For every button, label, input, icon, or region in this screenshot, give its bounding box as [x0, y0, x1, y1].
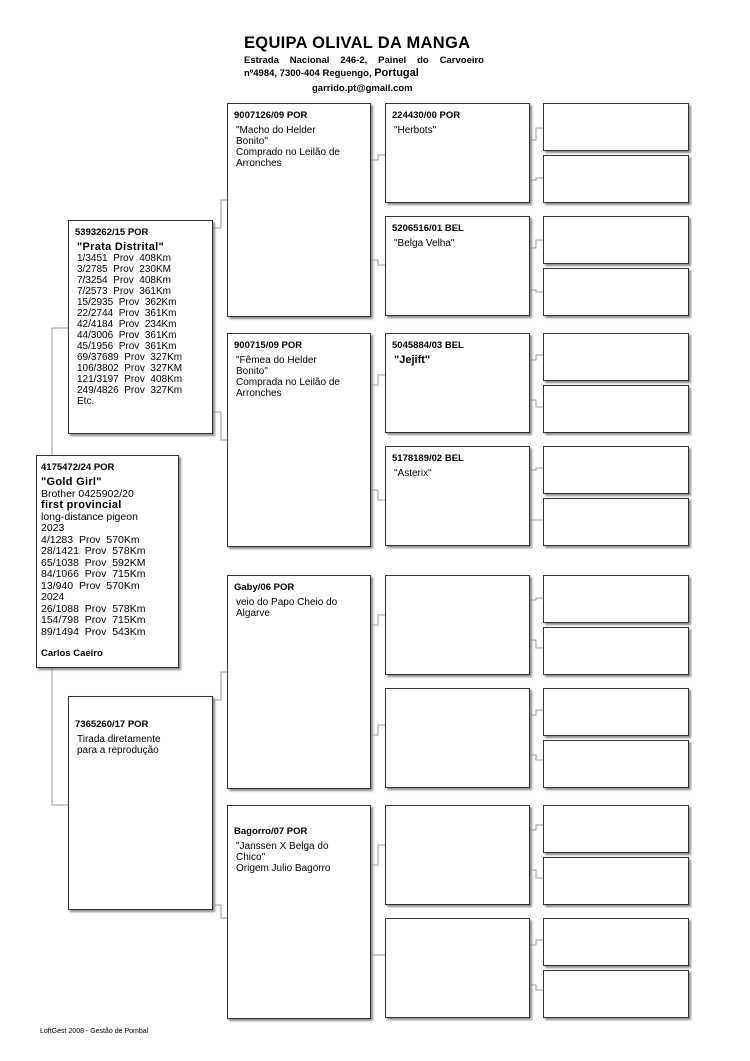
grandparent-card	[227, 333, 371, 547]
great-grandparent-card	[385, 103, 530, 203]
great-grandparent-card	[385, 333, 530, 433]
great-grandparent-card	[385, 446, 530, 546]
great-grandparent-name: "Herbots"	[394, 125, 437, 136]
great-great-grandparent-card	[543, 216, 689, 264]
address-street: nº4984, 7300-404 Reguengo,	[244, 68, 372, 79]
great-great-grandparent-card	[543, 446, 689, 494]
great-grandparent-ring-number: 5206516/01 BEL	[392, 223, 464, 234]
sire-info	[77, 242, 208, 407]
great-great-grandparent-card	[543, 918, 689, 966]
great-grandparent-name: "Asterix"	[394, 468, 432, 479]
subject-results: long-distance pigeon 2023 4/1283 Prov 570Km 28/1421 Prov 578Km 65/1038 Prov 592KM 84/1066 Prov 715Km 13/940 Prov 570Km 2024 26/1088 Prov 578Km 154/798 Prov 715Km 89/1494 Prov 543Km	[41, 510, 146, 638]
great-great-grandparent-card	[543, 805, 689, 853]
subject-name: "Gold Girl"	[41, 476, 102, 488]
subject-details: Brother 0425902/20	[41, 487, 134, 500]
great-great-grandparent-card	[543, 857, 689, 905]
grandparent-ring-number: 9007126/09 POR	[234, 110, 308, 121]
great-great-grandparent-card	[543, 103, 689, 151]
subject-ring-number: 4175472/24 POR	[41, 462, 115, 473]
great-grandparent-card	[385, 575, 530, 675]
grandparent-card	[227, 805, 371, 1019]
great-great-grandparent-card	[543, 333, 689, 381]
dam-card	[68, 696, 213, 910]
great-great-grandparent-card	[543, 268, 689, 316]
great-great-grandparent-card	[543, 688, 689, 736]
great-great-grandparent-card	[543, 385, 689, 433]
great-great-grandparent-card	[543, 155, 689, 203]
sire-results: 1/3451 Prov 408Km 3/2785 Prov 230KM 7/3254 Prov 408Km 7/2573 Prov 361Km 15/2935 Prov 362Km 22/2744 Prov 361Km 42/4184 Prov 234Km 44/3006 Prov 361Km 45/1956 Prov 361Km 69/37689 Prov 327Km 106/3802 Prov 327KM 121/3197 Prov 408Km 249/4826 Prov 327Km Etc.	[77, 253, 183, 407]
grandparent-details: veio do Papo Cheio do Algarve	[236, 597, 338, 619]
subject-owner: Carlos Caeiro	[41, 648, 103, 659]
great-grandparent-ring-number: 5178189/02 BEL	[392, 453, 464, 464]
address-country: Portugal	[374, 67, 419, 79]
grandparent-ring-number: 900715/09 POR	[234, 340, 303, 351]
dam-details: Tirada diretamente para a reprodução	[77, 734, 161, 756]
great-grandparent-card	[385, 805, 530, 905]
subject-highlight: first provincial	[41, 499, 122, 511]
grandparent-card	[227, 103, 371, 317]
great-grandparent-card	[385, 216, 530, 316]
grandparent-ring-number: Bagorro/07 POR	[234, 826, 308, 837]
grandparent-details: "Janssen X Belga do Chico" Origem Julio Bagorro	[236, 841, 331, 874]
great-great-grandparent-card	[543, 740, 689, 788]
address-line-1: Estrada Nacional 246-2, Painel do Carvoeiro	[244, 55, 484, 66]
subject-info	[41, 477, 174, 638]
grandparent-details: "Macho do Helder Bonito" Comprado no Leilão de Arronches	[236, 125, 340, 169]
great-great-grandparent-card	[543, 970, 689, 1018]
great-grandparent-name: "Jejift"	[394, 354, 431, 366]
great-great-grandparent-card	[543, 627, 689, 675]
contact-email: garrido.pt@gmail.com	[312, 83, 413, 94]
great-great-grandparent-card	[543, 575, 689, 623]
loft-title: EQUIPA OLIVAL DA MANGA	[244, 34, 471, 52]
dam-ring-number: 7365260/17 POR	[75, 719, 149, 730]
great-grandparent-ring-number: 224430/00 POR	[392, 110, 461, 121]
great-grandparent-card	[385, 688, 530, 788]
great-great-grandparent-card	[543, 498, 689, 546]
software-footer: LoftGest 2008 - Gestão de Pombal	[40, 1028, 149, 1035]
great-grandparent-ring-number: 5045884/03 BEL	[392, 340, 464, 351]
sire-card	[68, 220, 213, 434]
subject-pigeon-card	[36, 455, 179, 668]
great-grandparent-card	[385, 918, 530, 1018]
grandparent-details: "Fêmea do Helder Bonito" Comprada no Leilão de Arronches	[236, 355, 340, 399]
sire-name: "Prata Distrital"	[77, 241, 165, 253]
grandparent-ring-number: Gaby/06 POR	[234, 582, 295, 593]
great-grandparent-name: "Belga Velha"	[394, 238, 455, 249]
sire-ring-number: 5393262/15 POR	[75, 227, 149, 238]
grandparent-card	[227, 575, 371, 789]
